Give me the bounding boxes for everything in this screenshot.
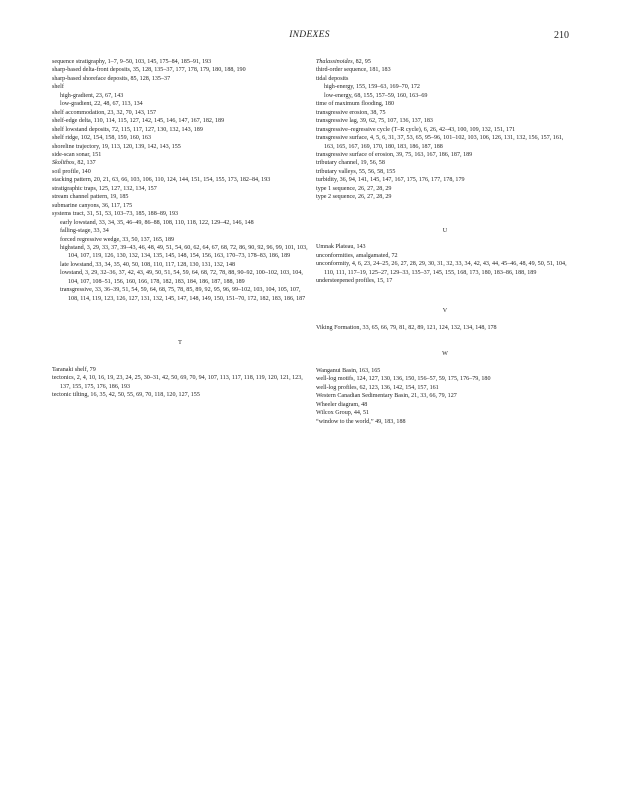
index-entry: turbidity, 36, 94, 141, 145, 147, 167, 175, 176, 177, 178, 179 — [316, 177, 465, 184]
index-entry: Thalassinoides, 82, 95 — [316, 59, 371, 65]
index-group-u — [316, 243, 574, 285]
index-entry: systems tract, 31, 51, 53, 103–73, 185, 188–89, 193 — [52, 211, 179, 218]
index-entry: Wanganui Basin, 163, 165 — [316, 367, 381, 374]
index-entry: Western Canadian Sedimentary Basin, 21, 33, 66, 79, 127 — [316, 393, 457, 400]
index-entry: Umnak Plateau, 143 — [316, 244, 366, 251]
running-header — [0, 30, 619, 44]
index-subentry: late lowstand, 33, 34, 35, 40, 50, 108, 110, 117, 128, 130, 131, 132, 148 — [60, 261, 236, 268]
index-term-italic: Skolithos — [52, 160, 75, 167]
index-subentry: high-gradient, 23, 67, 143 — [60, 92, 124, 99]
index-entry: unconformities, amalgamated, 72 — [316, 252, 398, 259]
index-entry: shelf ridge, 102, 154, 158, 159, 160, 163 — [52, 135, 152, 142]
index-entry: type 1 sequence, 26, 27, 28, 29 — [316, 185, 392, 192]
index-entry: tectonics, 2, 4, 10, 16, 19, 23, 24, 25, 30–31, 42, 50, 69, 70, 94, 107, 113, 117, 118, 119, 120, 121, 123, 137, 155, 175, 176, 186, 193 — [52, 375, 303, 390]
section-letter-v: V — [442, 308, 448, 315]
index-subentry: high-energy, 155, 159–63, 169–70, 172 — [324, 84, 420, 91]
page-number: 210 — [554, 30, 569, 41]
index-entry: tributary valleys, 55, 56, 58, 155 — [316, 168, 396, 175]
index-entry: understeepened profiles, 15, 17 — [316, 277, 393, 284]
index-subentry: low-energy, 68, 155, 157–59, 160, 163–69 — [324, 92, 428, 99]
index-entry: transgressive–regressive cycle (T–R cycle), 6, 26, 42–43, 100, 109, 132, 151, 171 — [316, 126, 516, 133]
index-entry: stream channel pattern, 19, 185 — [52, 194, 129, 201]
index-entry: shelf-edge delta, 110, 114, 115, 127, 142, 145, 146, 147, 167, 182, 189 — [52, 118, 225, 125]
index-entry: Wilcox Group, 44, 51 — [316, 410, 370, 417]
running-title: INDEXES — [289, 30, 330, 40]
index-subentry: falling-stage, 33, 34 — [60, 228, 109, 235]
index-group-w — [316, 367, 574, 426]
index-subentry: forced regressive wedge, 33, 50, 137, 165, 189 — [60, 236, 175, 243]
index-group-s — [52, 58, 308, 303]
index-entry: tributary channel, 19, 56, 58 — [316, 160, 385, 167]
index-entry: transgressive surface, 4, 5, 6, 31, 37, 53, 65, 95–96, 101–102, 103, 106, 126, 131, 132, 156, 157, 161, 163, 165, 167, 169, 170, 180, 183, 186, 187, 188 — [316, 135, 564, 150]
index-term-italic: Thalassinoides — [316, 59, 353, 65]
index-entry: transgressive erosion, 38, 75 — [316, 109, 386, 116]
index-group-v — [316, 324, 574, 332]
index-entry: Wheeler diagram, 48 — [316, 401, 368, 408]
index-entry: time of maximum flooding, 180 — [316, 101, 395, 108]
index-column-left — [52, 58, 308, 399]
section-letter-w: W — [442, 351, 448, 358]
index-entry: transgressive lag, 39, 62, 75, 107, 136, 137, 183 — [316, 118, 433, 125]
index-entry: tectonic tilting, 16, 35, 42, 50, 55, 69, 70, 118, 120, 127, 155 — [52, 391, 200, 398]
index-entry: transgressive surface of erosion, 39, 75, 163, 167, 186, 187, 189 — [316, 151, 473, 158]
index-entry: side-scan sonar, 151 — [52, 151, 102, 158]
index-entry: third-order sequence, 181, 183 — [316, 67, 391, 74]
index-subentry: lowstand, 3, 29, 32–36, 37, 42, 43, 49, 50, 51, 54, 59, 64, 68, 72, 78, 88, 90–92, 100–102, 103, 104, 104, 107, 108–51, 156, 160, 166, 178, 182, 183, 184, 186, 187, 188, 189 — [60, 270, 303, 285]
index-entry: submarine canyons, 36, 117, 175 — [52, 202, 133, 209]
index-entry: shelf accommodation, 23, 32, 70, 143, 157 — [52, 109, 157, 116]
index-subentry: early lowstand, 33, 34, 35, 46–49, 86–88, 108, 110, 118, 122, 129–42, 146, 148 — [60, 219, 254, 226]
index-entry: Taranaki shelf, 79 — [52, 366, 96, 373]
index-entry: shelf lowstand deposits, 72, 115, 117, 127, 130, 132, 143, 189 — [52, 126, 203, 133]
index-column-right — [316, 58, 574, 426]
index-group-t — [52, 366, 308, 400]
index-entry: sharp-based shoreface deposits, 85, 128, 135–37 — [52, 75, 171, 82]
index-entry: well-log motifs, 124, 127, 130, 136, 150, 156–57, 59, 175, 176–79, 180 — [316, 376, 491, 383]
index-entry: unconformity, 4, 6, 23, 24–25, 26, 27, 28, 29, 30, 31, 32, 33, 34, 42, 43, 44, 45–46, 48, 49, 50, 51, 104, 110, 111, 117–19, 125–27, 129–33, 135–37, 145, 155, 168, 173, 180, 183–86, 188, 189 — [316, 261, 567, 276]
index-subentry: transgressive, 33, 36–39, 51, 54, 59, 64, 68, 75, 78, 85, 89, 92, 95, 96, 99–102, 103, 104, 105, 107, 108, 114, 119, 123, 126, 127, 131, 132, 145, 147, 148, 149, 150, 151–70, 172, 182, 183, 186, 187 — [60, 287, 306, 302]
index-entry: stratigraphic traps, 125, 127, 132, 134, 157 — [52, 185, 157, 192]
index-entry: tidal deposits — [316, 75, 349, 82]
index-entry: shoreline trajectory, 19, 113, 120, 139, 142, 143, 155 — [52, 143, 181, 150]
index-subentry: highstand, 3, 29, 33, 37, 39–43, 46, 48, 49, 51, 54, 60, 62, 64, 67, 68, 72, 86, 90, 92, 96, 99, 101, 103, 104, 107, 119, 126, 130, 132, 134, 135, 145, 148, 154, 156, 163, 170–73, 178–83, 186, 189 — [60, 244, 308, 260]
index-entry: shelf — [52, 84, 64, 91]
index-group-t-continued — [316, 58, 574, 202]
section-letter-t: T — [178, 340, 182, 347]
index-entry: sequence stratigraphy, 1–7, 9–50, 103, 145, 175–84, 185–91, 193 — [52, 59, 212, 65]
index-entry: soil profile, 140 — [52, 168, 91, 175]
index-entry: stacking pattern, 20, 21, 63, 66, 103, 106, 110, 124, 144, 151, 154, 155, 173, 182–84, 193 — [52, 177, 271, 184]
index-entry: “window to the world,” 49, 183, 188 — [316, 418, 406, 425]
index-entry: sharp-based delta-front deposits, 35, 128, 135–37, 177, 178, 179, 180, 188, 190 — [52, 67, 246, 74]
index-entry: Viking Formation, 33, 65, 66, 79, 81, 82, 89, 121, 124, 132, 134, 148, 178 — [316, 324, 497, 331]
index-entry: well-log profiles, 62, 123, 136, 142, 154, 157, 161 — [316, 384, 439, 391]
index-entry: type 2 sequence, 26, 27, 28, 29 — [316, 194, 392, 201]
index-entry: Skolithos, 82, 137 — [52, 160, 96, 167]
section-letter-u: U — [442, 227, 448, 234]
index-subentry: low-gradient, 22, 48, 67, 113, 134 — [60, 101, 143, 108]
